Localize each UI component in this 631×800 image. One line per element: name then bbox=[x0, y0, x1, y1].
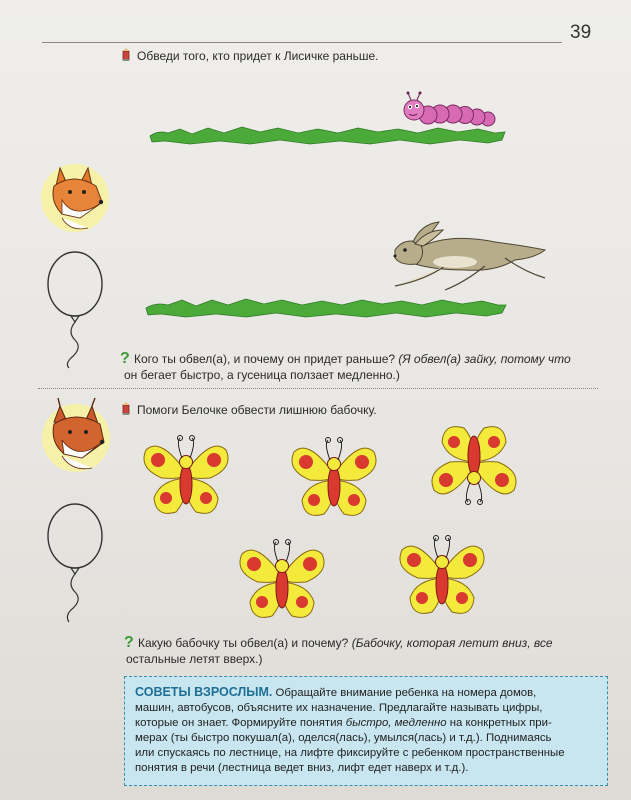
advice-line-2: машин, автобусов, объясните их назначение. Предлагайте называть цифры, bbox=[135, 702, 543, 714]
question-mark-icon bbox=[120, 349, 132, 365]
advice-line-1: СОВЕТЫ ВЗРОСЛЫМ. Обращайте внимание ребенка на номера домов, bbox=[135, 685, 537, 699]
hare-icon bbox=[385, 220, 550, 295]
svg-text:?: ? bbox=[124, 634, 134, 651]
butterfly-icon bbox=[288, 434, 380, 524]
butterfly-icon-flying-down bbox=[428, 418, 520, 508]
page-number: 39 bbox=[570, 22, 592, 43]
squirrel-icon bbox=[40, 396, 112, 476]
butterfly-icon bbox=[236, 536, 328, 626]
butterfly-icon bbox=[396, 532, 488, 622]
advice-box bbox=[124, 676, 608, 786]
fox-icon bbox=[40, 162, 110, 234]
advice-line-6: понятия в речи (лестница ведет вниз, лифт едет наверх и т.д.). bbox=[135, 762, 469, 774]
header-rule bbox=[42, 42, 562, 43]
task2-answer: остальные летят вверх.) bbox=[126, 652, 263, 666]
advice-line-3: которые он знает. Формируйте понятия быстро, медленно на конкретных при- bbox=[135, 717, 552, 729]
butterfly-icon bbox=[140, 432, 232, 522]
task2-question: Какую бабочку ты обвел(а) и почему? (Бабочку, которая летит вниз, все bbox=[138, 636, 553, 650]
svg-text:?: ? bbox=[120, 350, 130, 367]
balloon-icon bbox=[45, 250, 105, 370]
task1-question: Кого ты обвел(а), и почему он придет раньше? (Я обвел(а) зайку, потому что bbox=[134, 352, 571, 366]
task1-answer: он бегает быстро, а гусеница ползает медленно.) bbox=[124, 368, 400, 382]
balloon-icon bbox=[45, 502, 105, 624]
advice-line-4: мерах (ты быстро покушал(а), оделся(лась), умылся(лась) и т.д.). Поднимаясь bbox=[135, 732, 552, 744]
pencil-icon bbox=[120, 402, 132, 416]
question-mark-icon bbox=[124, 633, 136, 649]
grass-strip-bottom bbox=[146, 296, 506, 320]
advice-line-5: или спускаясь по лестнице, на лифте фиксируйте с ребенком пространственные bbox=[135, 747, 565, 759]
task2-instruction: Помоги Белочке обвести лишнюю бабочку. bbox=[137, 403, 377, 417]
pencil-icon bbox=[120, 48, 132, 62]
grass-strip-top bbox=[150, 124, 505, 146]
advice-title: СОВЕТЫ ВЗРОСЛЫМ. bbox=[135, 685, 273, 699]
task1-instruction: Обведи того, кто придет к Лисичке раньше. bbox=[137, 49, 379, 63]
section-divider bbox=[38, 388, 598, 389]
